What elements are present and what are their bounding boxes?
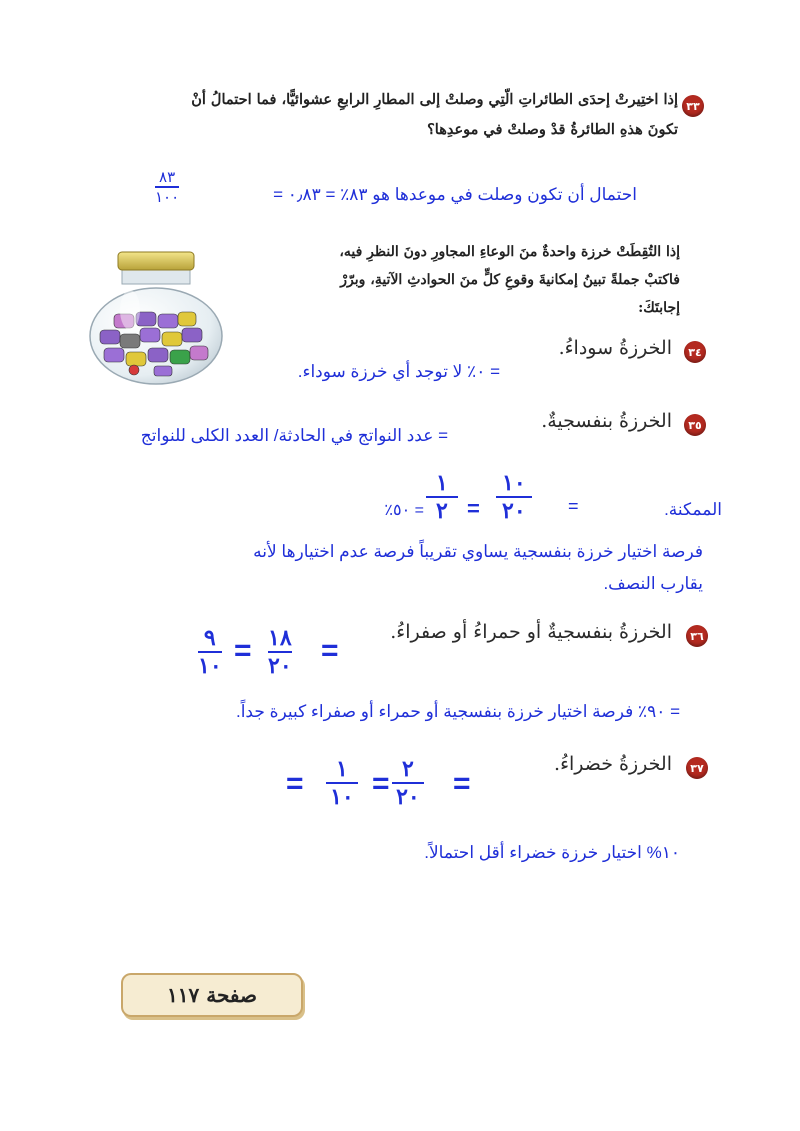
- fraction-numerator: ٩: [203, 625, 216, 650]
- question-label: الخرزةُ سوداءُ.: [558, 337, 672, 359]
- question-number-badge: ٣٤: [684, 341, 706, 363]
- instructions-text: فاكتبْ جملةً تبينُ إمكانيةَ وقوعِ كلٍّ منَ الحوادثِ الآتيةِ، وبرّرْ: [340, 272, 680, 288]
- fraction-denominator: ١٠: [330, 784, 354, 809]
- page-number-label: [121, 973, 303, 1017]
- fraction-denominator: ٢٠: [268, 653, 292, 678]
- equals-sign: =: [321, 634, 339, 667]
- instructions-text: إجابتَكَ:: [638, 300, 680, 316]
- answer-text: الممكنة.: [664, 500, 722, 519]
- fraction-denominator: ٢٠: [502, 498, 526, 523]
- answer-fraction: [496, 470, 532, 524]
- question-label: الخرزةُ خضراءُ.: [554, 753, 672, 775]
- fraction-numerator: ٢: [402, 756, 414, 781]
- fraction-denominator: ١٠٠: [155, 189, 180, 206]
- question-number-badge: ٣٥: [684, 414, 706, 436]
- question-number-badge: ٣٧: [686, 757, 708, 779]
- fraction-numerator: ١٨: [268, 625, 292, 650]
- fraction-denominator: ١٠: [198, 653, 222, 678]
- question-label: الخرزةُ بنفسجيةٌ أو حمراءُ أو صفراءُ.: [390, 621, 672, 643]
- answer-text: = ٩٠٪ فرصة اختيار خرزة بنفسجية أو حمراء أو صفراء كبيرة جداً.: [235, 702, 680, 721]
- equals-sign: =: [234, 634, 252, 667]
- answer-fraction: [198, 625, 222, 679]
- question-number-badge: ٣٦: [686, 625, 708, 647]
- answer-fraction: [155, 168, 179, 206]
- answer-text: احتمال أن تكون وصلت في موعدها هو ٨٣٪ = ٠٫٨٣ =: [273, 185, 637, 204]
- explanation-text: يقارب النصف.: [603, 574, 703, 593]
- fraction-numerator: ١: [336, 756, 348, 781]
- answer-text: = ٠٪ لا توجد أي خرزة سوداء.: [297, 362, 500, 381]
- answer-fraction: [268, 625, 292, 679]
- answer-fraction: [326, 756, 358, 810]
- question-label: الخرزةُ بنفسجيةٌ.: [541, 410, 672, 432]
- instructions-text: إذا التُقِطَتْ خرزة واحدةٌ منَ الوعاءِ المجاورِ دونَ النظرِ فيه،: [339, 244, 680, 260]
- equals-sign: =: [568, 496, 579, 516]
- answer-text: ١٠% اختيار خرزة خضراء أقل احتمالاً.: [424, 843, 680, 862]
- fraction-numerator: ١٠: [502, 470, 526, 495]
- explanation-text: فرصة اختيار خرزة بنفسجية يساوي تقريباً فرصة عدم اختيارها لأنه: [253, 542, 703, 561]
- fraction-numerator: ١: [436, 470, 448, 495]
- fraction-denominator: ٢: [436, 498, 448, 523]
- fraction-numerator: ٨٣: [159, 169, 176, 186]
- page-number-text: صفحة ١١٧: [167, 983, 257, 1007]
- bead-jar-illustration: [82, 248, 230, 388]
- equals-sign: =: [453, 767, 471, 800]
- question-text: إذا اختِيرتْ إحدَى الطائراتِ الّتِي وصلتْ إلى المطارِ الرابعِ عشوائيًّا، فما احتمالُ أنْ: [191, 91, 678, 108]
- equals-sign: =: [286, 767, 304, 800]
- equals-sign: =: [467, 496, 480, 521]
- fraction-denominator: ٢٠: [396, 784, 420, 809]
- equals-sign: =: [372, 767, 390, 800]
- answer-fraction: [426, 470, 458, 524]
- question-number-badge: ٣٣: [682, 95, 704, 117]
- answer-fraction: [392, 756, 424, 810]
- answer-text: = عدد النواتج في الحادثة/ العدد الكلى للنواتج: [140, 426, 448, 445]
- question-text: تكونَ هذهِ الطائرةُ قدْ وصلتْ في موعدِها؟: [427, 121, 678, 138]
- answer-result: = ٥٠٪: [384, 502, 424, 519]
